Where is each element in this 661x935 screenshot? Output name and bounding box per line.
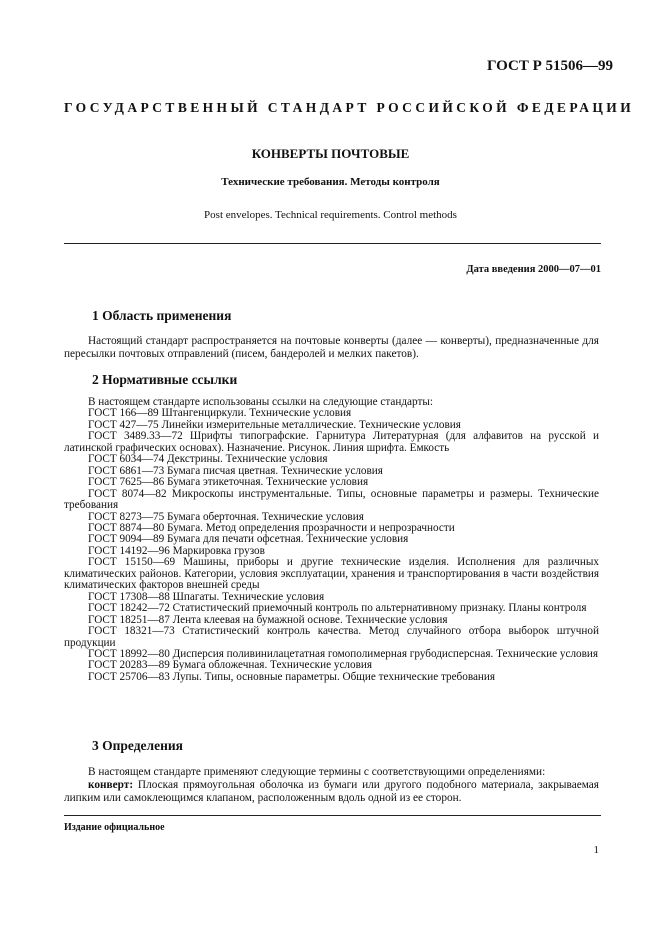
- reference-item: ГОСТ 166—89 Штангенциркули. Технические условия: [88, 407, 352, 420]
- reference-item: ГОСТ 6034—74 Декстрины. Технические условия: [88, 453, 328, 466]
- state-standard-title: ГОСУДАРСТВЕННЫЙ СТАНДАРТ РОССИЙСКОЙ ФЕДЕРАЦИИ: [64, 100, 635, 115]
- reference-item: ГОСТ 7625—86 Бумага этикеточная. Технические условия: [88, 476, 369, 489]
- reference-item: ГОСТ 3489.33—72 Шрифты типографские. Гарнитура Литературная (для алфавитов на русской и латинской графических основах). Назначение. Рисунок. Линия шрифта. Емкость: [64, 430, 599, 454]
- document-subtitle: Технические требования. Методы контроля: [221, 176, 440, 188]
- reference-item: ГОСТ 18321—73 Статистический контроль качества. Метод случайного отбора выборок штучной продукции: [64, 625, 599, 649]
- document-number: ГОСТ Р 51506—99: [486, 58, 613, 74]
- title-divider: [64, 243, 601, 244]
- reference-item: ГОСТ 20283—89 Бумага обложечная. Технические условия: [88, 659, 373, 672]
- reference-item: ГОСТ 25706—83 Лупы. Типы, основные параметры. Общие технические требования: [88, 670, 496, 683]
- references-intro: В настоящем стандарте использованы ссылки на следующие стандарты:: [88, 396, 433, 408]
- introduction-date: Дата введения 2000—07—01: [466, 264, 601, 275]
- section-3-heading: 3 Определения: [92, 738, 183, 753]
- reference-item: ГОСТ 8874—80 Бумага. Метод определения прозрачности и непрозрачности: [88, 521, 455, 534]
- section-2-heading: 2 Нормативные ссылки: [92, 372, 238, 387]
- reference-item: ГОСТ 18992—80 Дисперсия поливинилацетатная гомополимерная грубодисперсная. Технические условия: [88, 647, 599, 660]
- section-3-body: [64, 766, 599, 805]
- document-title: КОНВЕРТЫ ПОЧТОВЫЕ: [251, 146, 410, 161]
- reference-item: ГОСТ 6861—73 Бумага писчая цветная. Технические условия: [88, 464, 383, 477]
- reference-item: ГОСТ 18251—87 Лента клеевая на бумажной основе. Технические условия: [88, 613, 448, 626]
- reference-item: ГОСТ 9094—89 Бумага для печати офсетная. Технические условия: [88, 533, 409, 546]
- official-edition-label: Издание официальное: [64, 822, 165, 833]
- definitions-intro: В настоящем стандарте применяют следующие термины с соответствующими определениями:: [88, 766, 546, 778]
- reference-item: ГОСТ 17308—88 Шпагаты. Технические условия: [88, 590, 325, 603]
- references-list: [64, 397, 599, 683]
- definition-term: конверт:: [88, 779, 134, 791]
- footer-divider: [64, 815, 601, 816]
- section-1-heading: 1 Область применения: [92, 308, 232, 323]
- definition-text: Плоская прямоугольная оболочка из бумаги или другого подобного материала, закрываемая липким или самоклеющимся клапаном, расположенным вдоль одной из ее сторон.: [64, 779, 600, 804]
- reference-item: ГОСТ 18242—72 Статистический приемочный контроль по альтернативному признаку. Планы контроля: [88, 602, 587, 615]
- page-number: 1: [593, 844, 599, 856]
- definition-envelope: [64, 779, 599, 805]
- reference-item: ГОСТ 427—75 Линейки измерительные металлические. Технические условия: [88, 418, 461, 431]
- scope-paragraph: Настоящий стандарт распространяется на почтовые конверты (далее — конверты), предназначенные для пересылки почтовых отправлений (писем, бандеролей и мелких пакетов).: [64, 335, 599, 360]
- reference-item: ГОСТ 15150—69 Машины, приборы и другие технические изделия. Исполнения для различных климатических районов. Категории, условия эксплуатации, хранения и транспортирования в части воздействия климатических факторов внешней среды: [64, 556, 599, 592]
- reference-item: ГОСТ 14192—96 Маркировка грузов: [88, 544, 265, 557]
- reference-item: ГОСТ 8273—75 Бумага оберточная. Технические условия: [88, 510, 364, 523]
- section-1-body: [64, 335, 599, 361]
- document-english-title: Post envelopes. Technical requirements. Control methods: [204, 209, 457, 221]
- reference-item: ГОСТ 8074—82 Микроскопы инструментальные. Типы, основные параметры и размеры. Технические требования: [64, 487, 599, 512]
